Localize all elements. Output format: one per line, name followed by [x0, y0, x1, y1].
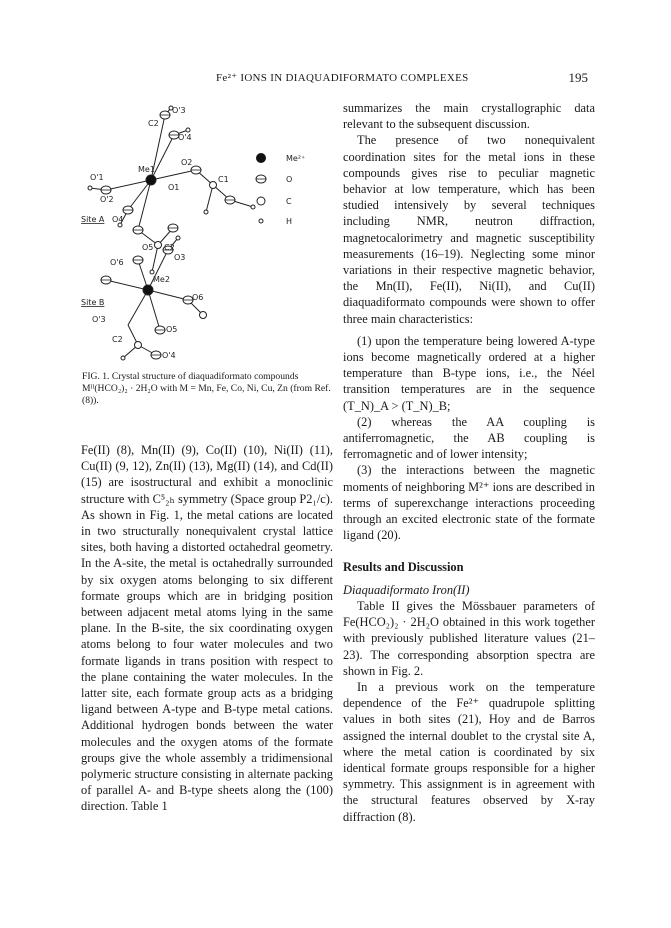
running-head: Fe²⁺ IONS IN DIAQUADIFORMATO COMPLEXES [216, 72, 469, 84]
paragraph-5: (3) the interactions between the magnetic moments of neighboring M²⁺ ions are described in terms of superexchange interactions proceeding through an excited electronic state of the formate ligand (20). [343, 463, 595, 543]
atoms [88, 106, 255, 360]
site-b-label: Site B [81, 298, 105, 307]
paragraph-2: The presence of two nonequivalent coordination sites for the metal ions in these compounds gives rise to peculiar magnetic behavior at low temperature, which has been studied intensively by several techniques including NMR, neutron diffraction, magnetocalorimetry and magnetic susceptibility measurements (16–19). Neglecting some minor variations in their respective magnetic behavior, the Mn(II), Fe(II), Ni(II), and Cu(II) diaquadiformato compounds were shown to offer three main characteristics: [343, 133, 595, 326]
svg-text:O'6: O'6 [110, 258, 124, 267]
legend-carbon-symbol [257, 197, 265, 205]
atom-labels [90, 106, 229, 360]
right-column [343, 100, 595, 825]
paragraph-7: In a previous work on the temperature dependence of the Fe²⁺ quadrupole splitting values in both sites (21), Hoy and de Barros assigned the internal doublet to the crystal site A, where the metal cation is coordinated by six identical formate groups responsible for a higher symmetry. This assignment is in agreement with the structural features observed by X-ray diffraction (8). [343, 679, 595, 824]
svg-text:C2: C2 [112, 335, 123, 344]
svg-text:O'2: O'2 [100, 195, 114, 204]
left-paragraph: Fe(II) (8), Mn(II) (9), Co(II) (10), Ni(II) (11), Cu(II) (9, 12), Zn(II) (13), Mg(II) (14), and Cd(II) (15) are isostructural and exhibit a monoclinic structure with C⁵₂ₕ symmetry (Space group P2₁/c). As shown in Fig. 1, the metal cations are located in two structurally nonequivalent crystal lattice sites, both having a distorted octahedral geometry. In the A-site, the metal is octahedrally surrounded by six oxygen atoms belonging to six different formate groups which are in bridging position between adjacent metal atoms lying in the same plane. In the B-site, the six coordinating oxygen atoms belong to four water molecules and two formate ligands in trans position with respect to the plane containing the water molecules. In the latter site, each formate group acts as a bridging ligand between A-type and B-type metal cations. Additional hydrogen bonds between the water molecules and the oxygen atoms of the formate groups give the whole assembly a tridimensional polymeric structure consisting in alternate packing of parallel A- and B-type sheets along the (100) direction. Table 1 [81, 443, 333, 814]
svg-text:Me1: Me1 [138, 165, 155, 174]
legend-metal-symbol [256, 153, 266, 163]
svg-text:O5: O5 [142, 243, 154, 252]
figure-legend [256, 153, 305, 226]
legend-label-metal: Me²⁺ [286, 154, 306, 163]
legend-label-oxygen: O [286, 175, 293, 184]
metal-atom-me2 [143, 285, 153, 295]
svg-text:O'3: O'3 [172, 106, 186, 115]
metal-atom-me1 [146, 175, 156, 185]
paragraph-3: (1) upon the temperature being lowered A-type ions become magnetically ordered at a higher temperature than B-type ions, i.e., the Néel transition temperatures are in the sequence (T_N)_A > (T_N)_B; [343, 333, 595, 413]
crystal-structure-figure [78, 100, 338, 362]
svg-text:C2: C2 [164, 243, 175, 252]
paragraph-4: (2) whereas the AA coupling is antiferromagnetic, the AB coupling is ferromagnetic and of lower intensity; [343, 414, 595, 462]
svg-text:C2: C2 [148, 119, 159, 128]
svg-text:O5: O5 [166, 325, 178, 334]
page-number: 195 [568, 70, 588, 85]
legend-hydrogen-symbol [259, 219, 263, 223]
site-a-label: Site A [81, 215, 105, 224]
paragraph-1: summarizes the main crystallographic data relevant to the subsequent discussion. [343, 101, 595, 132]
svg-text:O2: O2 [181, 158, 193, 167]
svg-text:O6: O6 [192, 293, 204, 302]
svg-text:C1: C1 [218, 175, 229, 184]
svg-text:O1: O1 [168, 183, 180, 192]
left-column [81, 442, 333, 815]
structure-bonds [90, 108, 253, 358]
legend-label-carbon: C [286, 197, 292, 206]
svg-text:O'1: O'1 [90, 173, 104, 182]
running-header [81, 71, 596, 87]
paragraph-6: Table II gives the Mössbauer parameters of Fe(HCO₂)₂ · 2H₂O obtained in this work together with previously published literature values (21–23). The corresponding absorption spectra are shown in Fig. 2. [343, 598, 595, 678]
svg-text:O'4: O'4 [178, 133, 192, 142]
svg-text:O'3: O'3 [92, 315, 106, 324]
svg-text:Me2: Me2 [153, 275, 170, 284]
figure-caption: FIG. 1. Crystal structure of diaquadiformato compounds Mᴵᴵ(HCO₂)₂ · 2H₂O with M = Mn, Fe, Co, Ni, Cu, Zn (from Ref. (8)). [82, 371, 331, 406]
svg-text:O3: O3 [174, 253, 186, 262]
svg-text:O'4: O'4 [162, 351, 176, 360]
subsection-title: Diaquadiformato Iron(II) [343, 582, 470, 597]
section-title: Results and Discussion [343, 560, 464, 575]
svg-text:O4: O4 [112, 215, 124, 224]
legend-label-hydrogen: H [286, 217, 293, 226]
